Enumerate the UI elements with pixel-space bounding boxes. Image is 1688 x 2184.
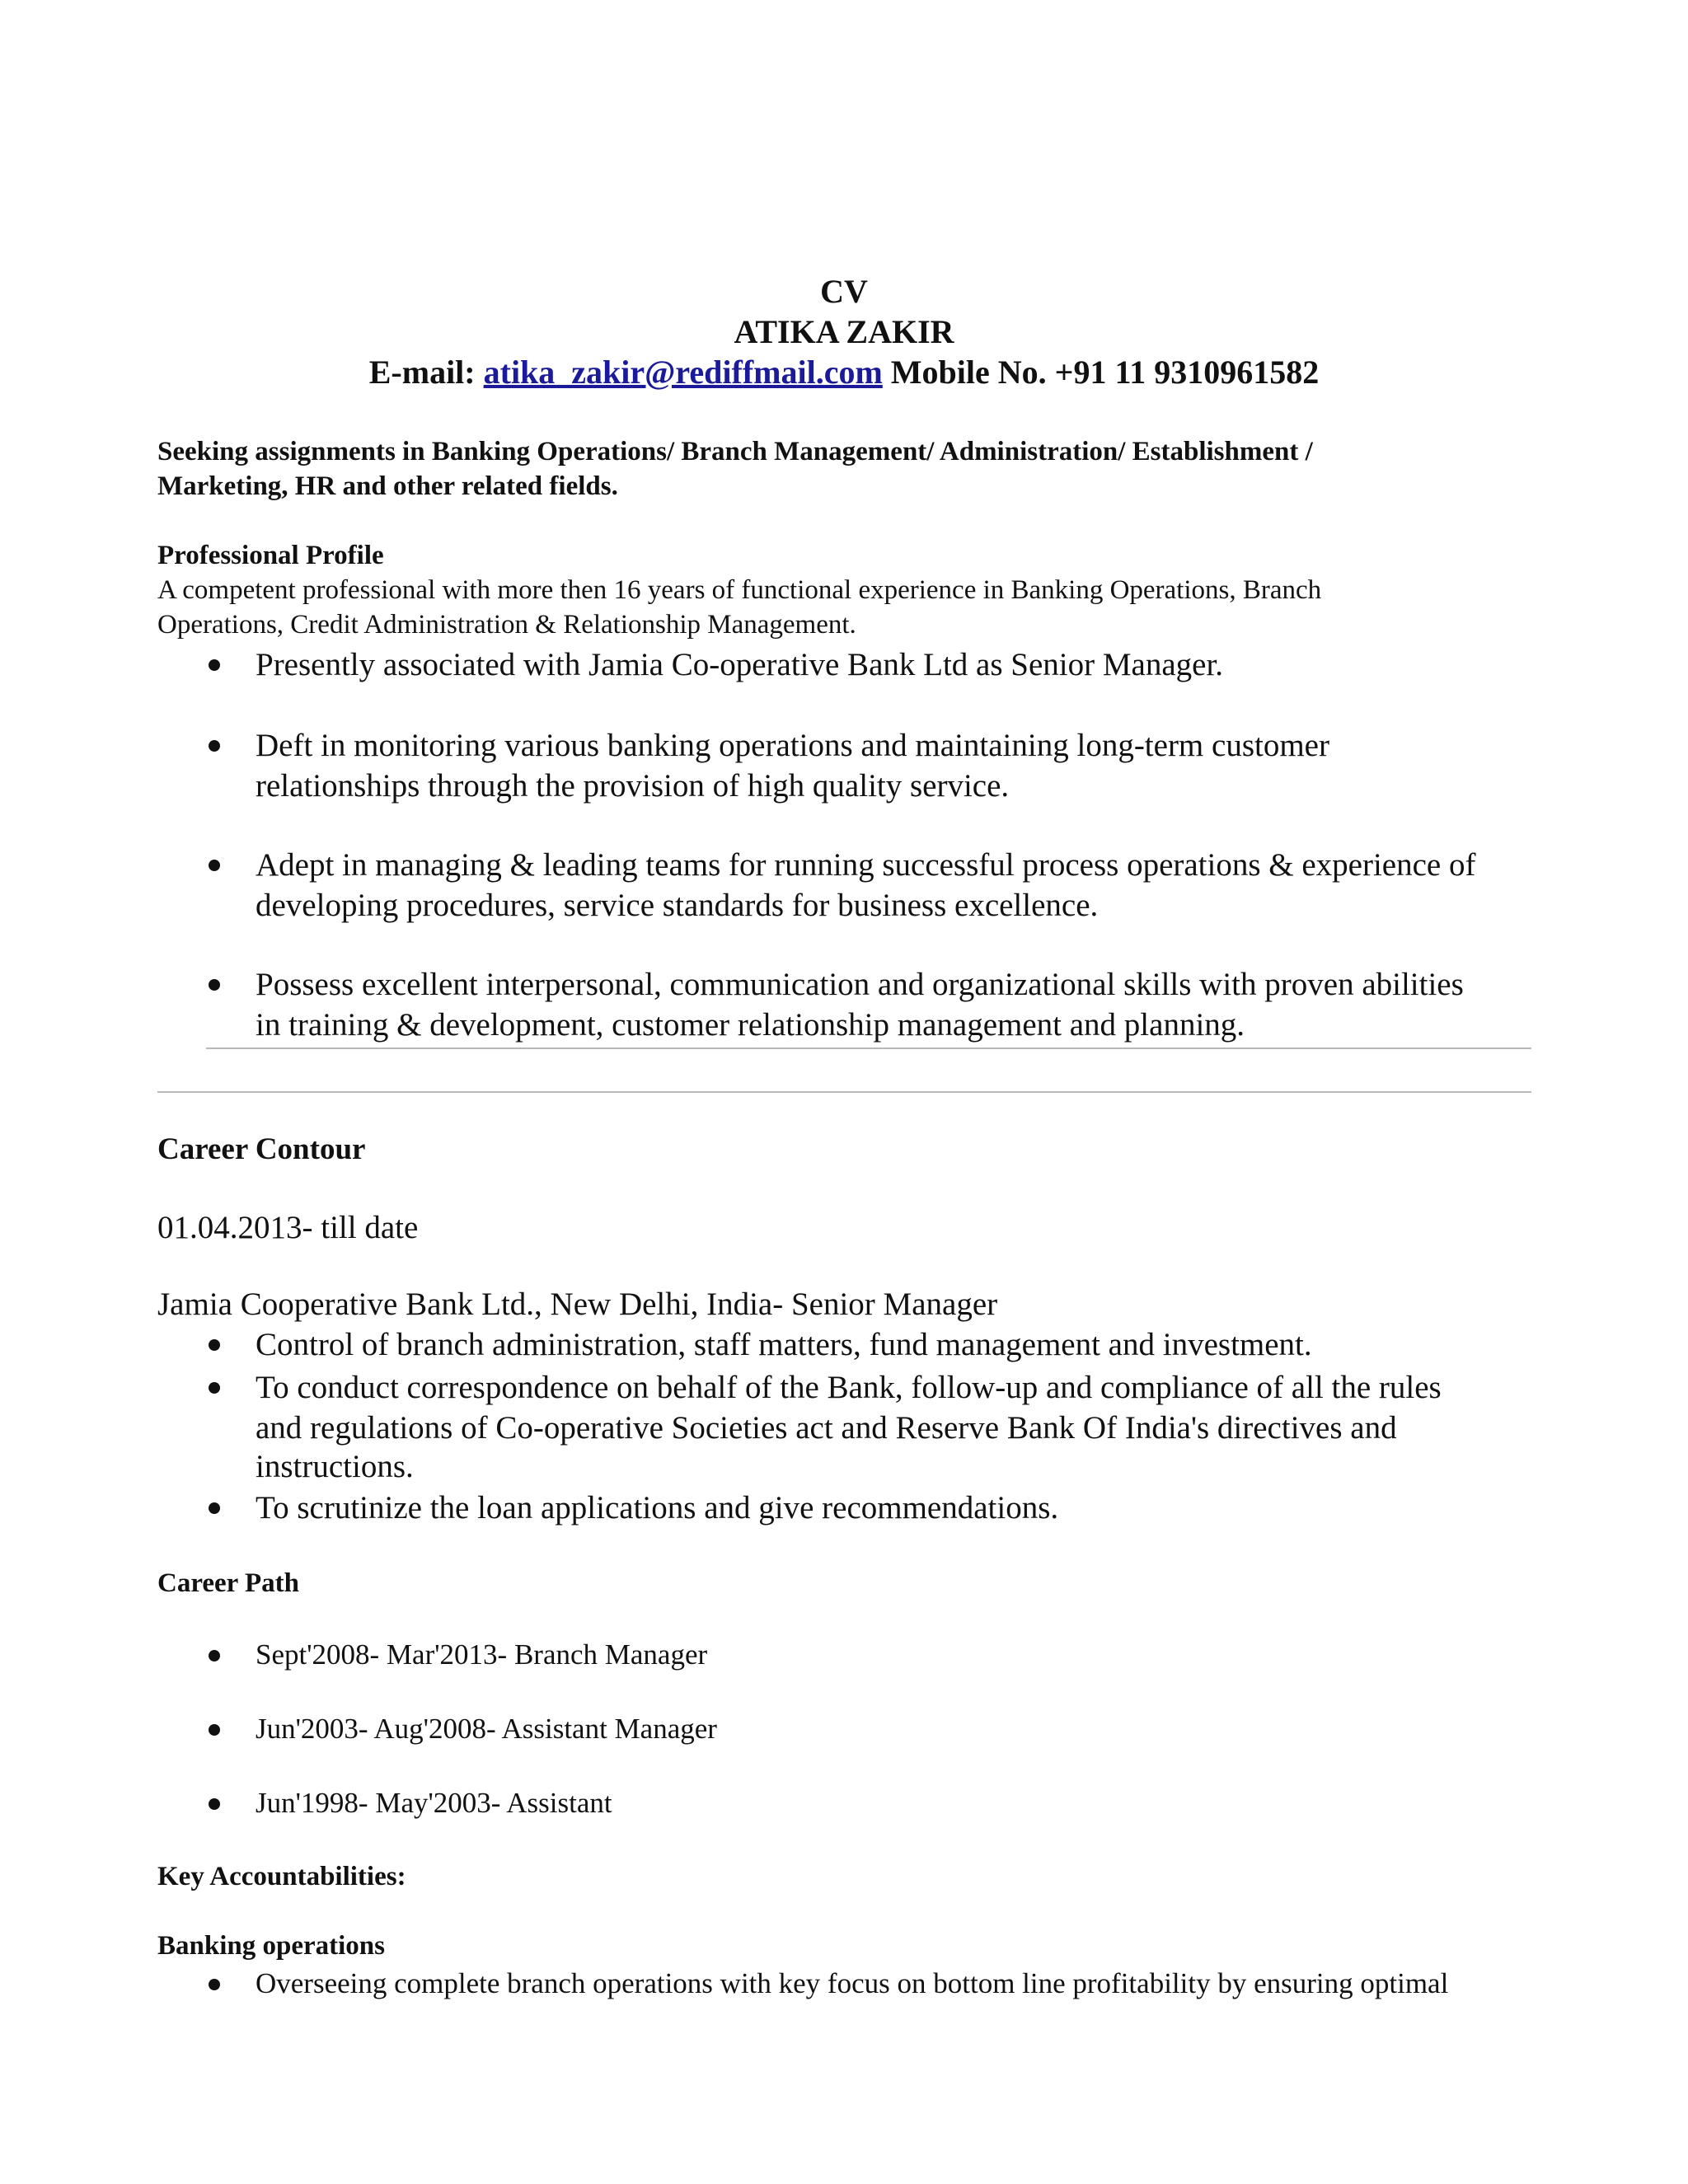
list-item-line: Adept in managing & leading teams for running successful process operations & experience of: [256, 847, 1476, 883]
career-period: 01.04.2013- till date: [157, 1210, 419, 1245]
list-item: [204, 845, 1540, 926]
profile-summary: [157, 573, 1534, 642]
career-employer: Jamia Cooperative Bank Ltd., New Delhi, India- Senior Manager: [157, 1286, 998, 1322]
profile-bullet-list: [204, 644, 1540, 1045]
list-item-line: developing procedures, service standards for business excellence.: [256, 888, 1099, 923]
divider: [206, 1047, 1531, 1049]
list-item: Jun'1998- May'2003- Assistant: [204, 1785, 1540, 1821]
email-label: E-mail:: [368, 354, 476, 391]
list-item: [204, 964, 1540, 1045]
list-item-line: Deft in monitoring various banking operations and maintaining long-term customer: [256, 728, 1329, 763]
banking-operations-list: [204, 1966, 1540, 2002]
divider: [157, 1091, 1531, 1093]
accountabilities-heading: Key Accountabilities:: [157, 1862, 406, 1891]
candidate-name: ATIKA ZAKIR: [734, 313, 954, 350]
list-item-line: To conduct correspondence on behalf of the Bank, follow-up and compliance of all the rules: [256, 1370, 1442, 1405]
document-title: CV: [820, 273, 868, 310]
list-item: [204, 644, 1540, 685]
list-item: Jun'2003- Aug'2008- Assistant Manager: [204, 1711, 1540, 1747]
list-item-line: and regulations of Co-operative Societies act and Reserve Bank Of India's directives and: [256, 1410, 1397, 1446]
mobile-number: Mobile No. +91 11 9310961582: [890, 354, 1320, 391]
list-item-line: instructions.: [256, 1449, 414, 1484]
list-item: [204, 1367, 1540, 1485]
duties-list: [204, 1324, 1540, 1528]
profile-heading: Professional Profile: [157, 541, 384, 570]
objective-line: Marketing, HR and other related fields.: [157, 471, 618, 501]
list-item: [204, 725, 1540, 806]
list-item-line: Control of branch administration, staff matters, fund management and investment.: [256, 1327, 1312, 1362]
objective-statement: [157, 434, 1534, 504]
list-item-line: Possess excellent interpersonal, communication and organizational skills with proven abilities: [256, 967, 1464, 1002]
profile-summary-line: Operations, Credit Administration & Relationship Management.: [157, 610, 856, 640]
list-item: [204, 1324, 1540, 1365]
career-path-list: [204, 1637, 1540, 1821]
objective-line: Seeking assignments in Banking Operations/ Branch Management/ Administration/ Establishment /: [157, 437, 1313, 466]
list-item-line: in training & development, customer relationship management and planning.: [256, 1007, 1245, 1043]
email-link[interactable]: atika_zakir@rediffmail.com: [483, 354, 883, 391]
contact-line: [0, 353, 1688, 392]
profile-summary-line: A competent professional with more then 16 years of functional experience in Banking Operations, Branch: [157, 575, 1322, 605]
list-item: Sept'2008- Mar'2013- Branch Manager: [204, 1637, 1540, 1673]
list-item-line: Presently associated with Jamia Co-operative Bank Ltd as Senior Manager.: [256, 647, 1224, 682]
list-item: [204, 1488, 1540, 1528]
career-path-heading: Career Path: [157, 1568, 299, 1598]
list-item-line: relationships through the provision of high quality service.: [256, 768, 1010, 804]
banking-operations-heading: Banking operations: [157, 1931, 385, 1961]
list-item-line: To scrutinize the loan applications and give recommendations.: [256, 1490, 1059, 1526]
career-heading: Career Contour: [157, 1132, 366, 1166]
list-item: Overseeing complete branch operations with key focus on bottom line profitability by ensuring optimal: [204, 1966, 1540, 2002]
